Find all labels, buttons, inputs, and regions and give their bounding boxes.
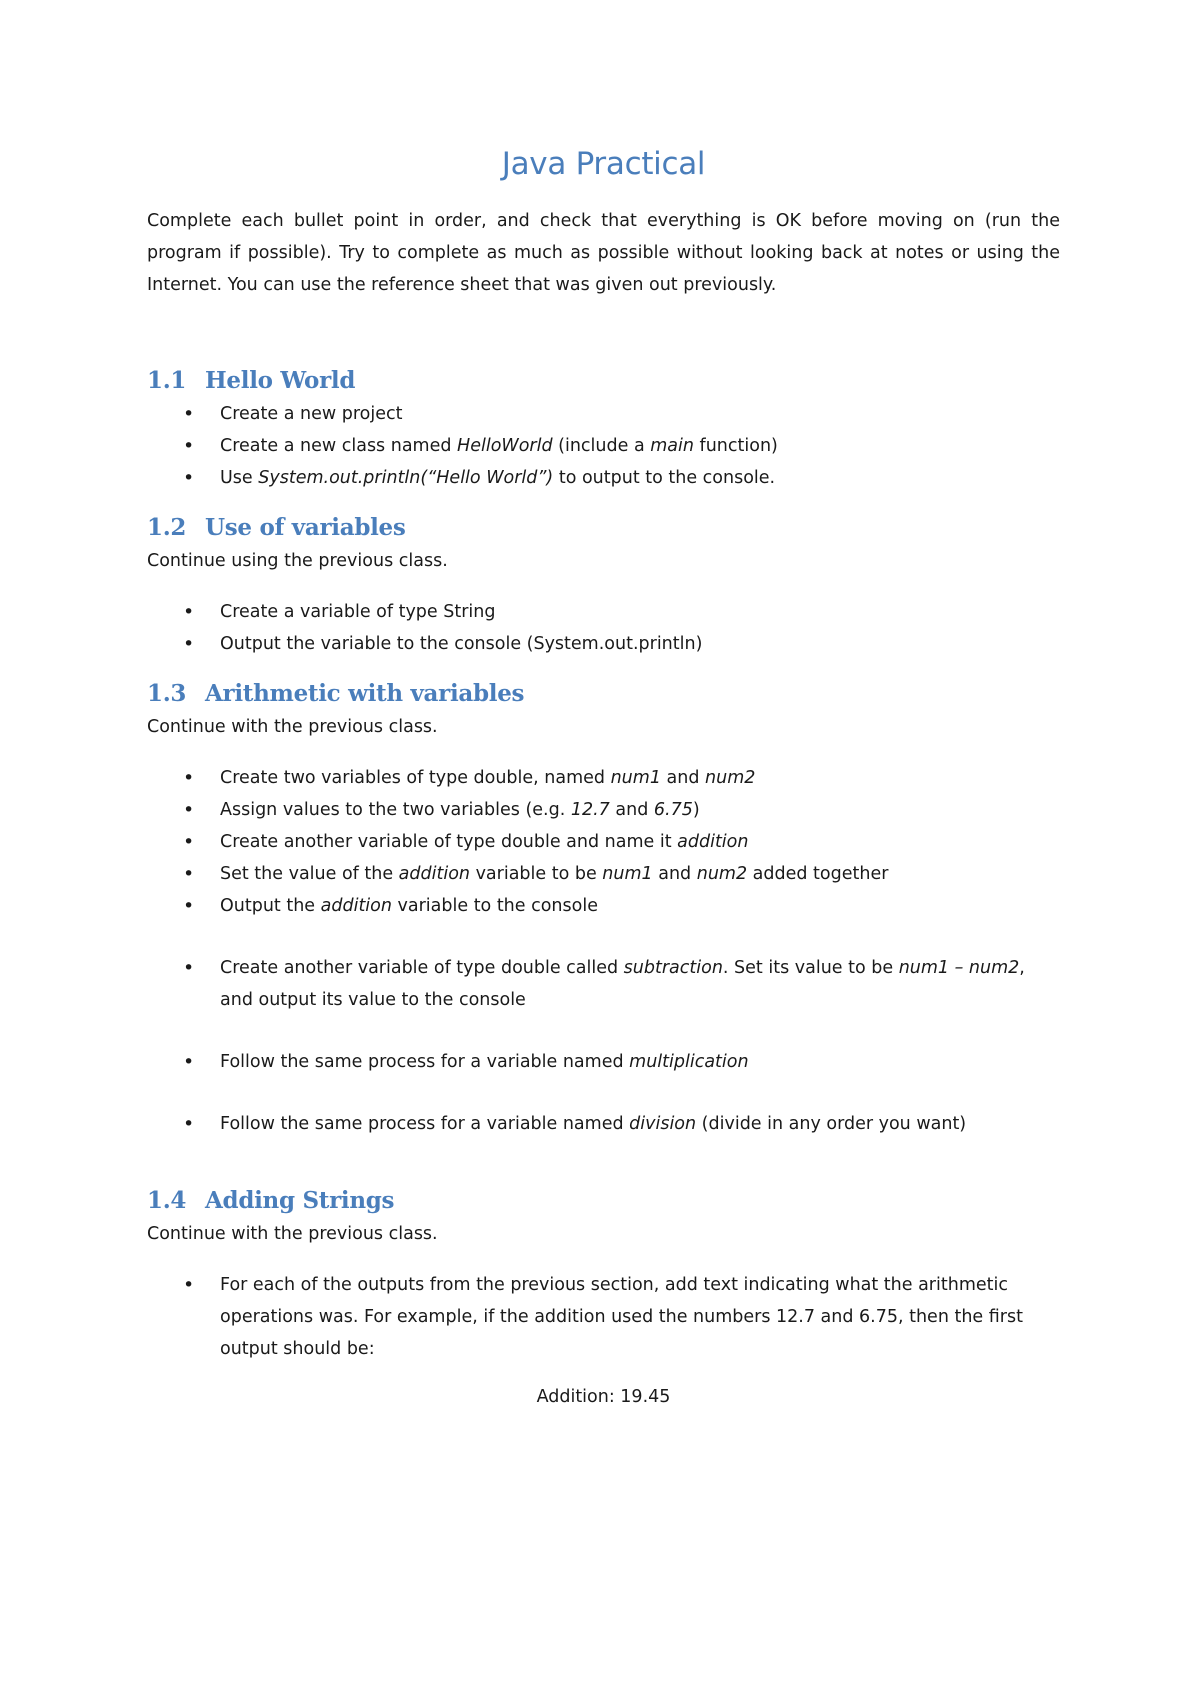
bullet-list bbox=[147, 398, 1060, 494]
list-item bbox=[147, 762, 1060, 794]
section-paragraph: Continue with the previous class. bbox=[147, 1224, 438, 1244]
item-text: (divide in any order you want) bbox=[696, 1114, 967, 1134]
intro-paragraph: Complete each bullet point in order, and check that everything is OK before moving on (run the program if possible). Try to complete as much as possible without looking back at notes or using the Internet. You can use the reference sheet that was given out previously. bbox=[147, 211, 1060, 295]
item-emphasis: 6.75 bbox=[653, 800, 693, 820]
item-text: Create another variable of type double called bbox=[220, 958, 624, 978]
item-text: For each of the outputs from the previous section, add text indicating what the arithmetic operations was. For example, if the addition used the numbers 12.7 and 6.75, then the first output should be: bbox=[220, 1275, 1023, 1359]
section-title: Hello World bbox=[205, 367, 356, 394]
item-text: Follow the same process for a variable named bbox=[220, 1114, 630, 1134]
item-text: and bbox=[660, 768, 706, 788]
item-emphasis: num1 bbox=[602, 864, 653, 884]
example-output: Addition: 19.45 bbox=[536, 1387, 671, 1407]
bullet-list bbox=[147, 596, 1060, 660]
list-item bbox=[147, 1269, 1060, 1365]
list-item bbox=[147, 1108, 1060, 1140]
item-emphasis: System.out.println(“Hello World”) bbox=[258, 468, 554, 488]
item-text: and bbox=[609, 800, 654, 820]
section-number: 1.2 bbox=[147, 514, 187, 541]
item-text: Create another variable of type double and name it bbox=[220, 832, 678, 852]
document-title: Java Practical bbox=[501, 146, 706, 182]
item-emphasis: num1 bbox=[610, 768, 661, 788]
section-use-of-variables bbox=[147, 511, 1060, 660]
item-text: Output the variable to the console (System.out.println) bbox=[220, 634, 703, 654]
item-emphasis: addition bbox=[677, 832, 749, 852]
item-text: Create a variable of type String bbox=[220, 602, 496, 622]
section-heading bbox=[147, 1184, 1060, 1218]
list-item bbox=[147, 794, 1060, 826]
item-text: function) bbox=[693, 436, 778, 456]
section-heading bbox=[147, 677, 1060, 711]
item-text: Create a new class named bbox=[220, 436, 458, 456]
section-number: 1.1 bbox=[147, 367, 187, 394]
item-text: added together bbox=[747, 864, 889, 884]
item-text: Follow the same process for a variable named bbox=[220, 1052, 630, 1072]
item-text: variable to the console bbox=[391, 896, 598, 916]
section-adding-strings bbox=[147, 1184, 1060, 1413]
item-text: variable to be bbox=[470, 864, 603, 884]
item-text: Set the value of the bbox=[220, 864, 399, 884]
item-emphasis: HelloWorld bbox=[457, 436, 553, 456]
section-number: 1.3 bbox=[147, 680, 187, 707]
item-emphasis: num2 bbox=[705, 768, 756, 788]
bullet-list bbox=[147, 1269, 1060, 1365]
section-paragraph: Continue with the previous class. bbox=[147, 717, 438, 737]
item-text: Use bbox=[220, 468, 259, 488]
item-emphasis: multiplication bbox=[629, 1052, 749, 1072]
section-title: Adding Strings bbox=[205, 1187, 395, 1214]
item-emphasis: addition bbox=[320, 896, 392, 916]
section-heading bbox=[147, 364, 1060, 398]
item-text: Output the bbox=[220, 896, 321, 916]
section-title: Use of variables bbox=[205, 514, 406, 541]
section-number: 1.4 bbox=[147, 1187, 187, 1214]
item-emphasis: 12.7 bbox=[570, 800, 610, 820]
list-item bbox=[147, 398, 1060, 430]
list-item bbox=[147, 858, 1060, 890]
item-text: , and output its value to the console bbox=[220, 958, 1025, 1010]
item-text: (include a bbox=[552, 436, 651, 456]
item-emphasis: subtraction bbox=[623, 958, 723, 978]
item-emphasis: main bbox=[650, 436, 694, 456]
section-arithmetic-with-variables bbox=[147, 677, 1060, 1140]
list-item bbox=[147, 430, 1060, 462]
item-text: and bbox=[652, 864, 697, 884]
list-item bbox=[147, 628, 1060, 660]
section-hello-world bbox=[147, 364, 1060, 494]
item-text: Assign values to the two variables (e.g. bbox=[220, 800, 571, 820]
item-text: to output to the console. bbox=[553, 468, 776, 488]
list-item bbox=[147, 1046, 1060, 1078]
item-emphasis: division bbox=[629, 1114, 697, 1134]
section-heading bbox=[147, 511, 1060, 545]
item-text: . Set its value to be bbox=[722, 958, 899, 978]
list-item bbox=[147, 952, 1060, 1016]
list-item bbox=[147, 890, 1060, 922]
section-paragraph: Continue using the previous class. bbox=[147, 551, 448, 571]
bullet-list bbox=[147, 762, 1060, 1140]
list-item bbox=[147, 596, 1060, 628]
item-emphasis: num1 – num2 bbox=[898, 958, 1020, 978]
list-item bbox=[147, 462, 1060, 494]
item-emphasis: num2 bbox=[696, 864, 748, 884]
list-item bbox=[147, 826, 1060, 858]
item-text: Create two variables of type double, named bbox=[220, 768, 611, 788]
section-title: Arithmetic with variables bbox=[205, 680, 525, 707]
item-text: ) bbox=[692, 800, 700, 820]
item-text: Create a new project bbox=[220, 404, 403, 424]
item-emphasis: addition bbox=[398, 864, 470, 884]
